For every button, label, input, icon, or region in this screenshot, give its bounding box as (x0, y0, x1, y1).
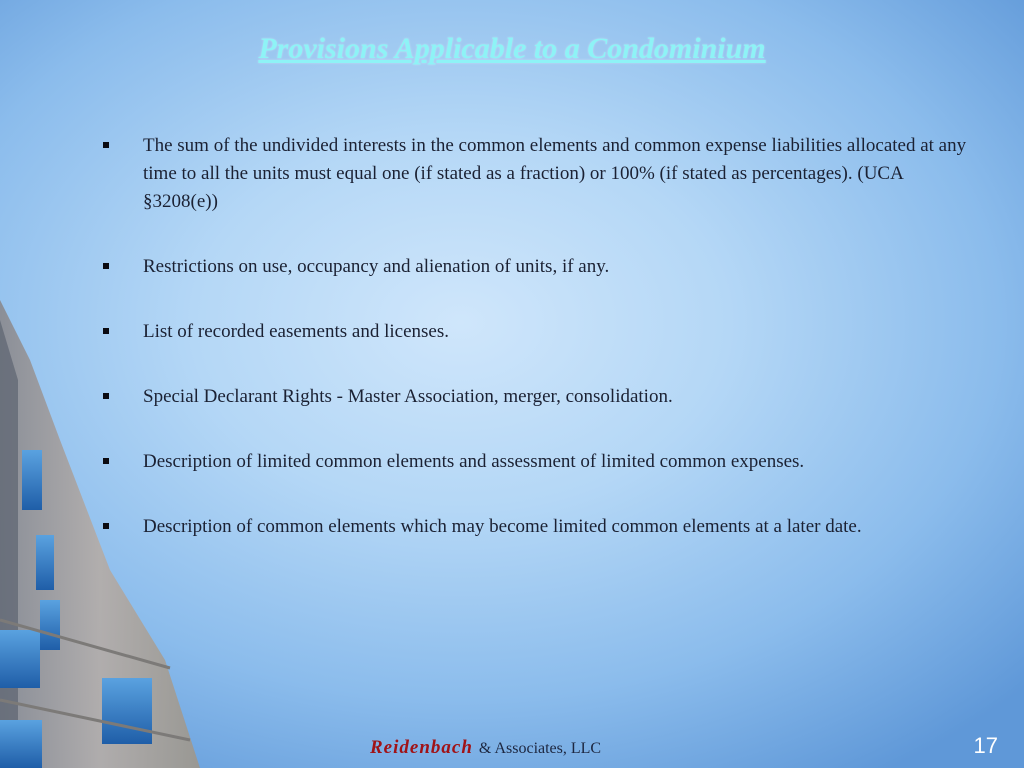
bullet-item (100, 383, 970, 411)
footer (370, 737, 601, 759)
bullet-item (100, 253, 970, 281)
bullet-text: Description of limited common elements and assessment of limited common expenses. (143, 451, 805, 472)
bullet-item (100, 318, 970, 346)
square-bullet-icon (103, 142, 109, 148)
square-bullet-icon (103, 523, 109, 529)
square-bullet-icon (103, 263, 109, 269)
bullet-text: Description of common elements which may become limited common elements at a later date. (143, 516, 862, 537)
bullet-item (100, 132, 970, 216)
square-bullet-icon (103, 458, 109, 464)
bullet-item (100, 513, 970, 541)
bullet-text: Special Declarant Rights - Master Association, merger, consolidation. (143, 386, 673, 407)
company-suffix: & Associates, LLC (478, 740, 602, 757)
bullet-list (100, 132, 970, 578)
bullet-text: List of recorded easements and licenses. (143, 321, 449, 342)
bullet-item (100, 448, 970, 476)
company-logo-text: Reidenbach (370, 737, 473, 758)
page-number: 17 (973, 733, 998, 758)
bullet-text: Restrictions on use, occupancy and alienation of units, if any. (143, 256, 610, 277)
slide-title: Provisions Applicable to a Condominium (258, 32, 766, 65)
square-bullet-icon (103, 328, 109, 334)
square-bullet-icon (103, 393, 109, 399)
bullet-text: The sum of the undivided interests in the common elements and common expense liabilities allocated at any time to all the units must equal one (if stated as a fraction) or 100% (if stated as percentages). (UCA §3208(e)) (143, 135, 967, 212)
